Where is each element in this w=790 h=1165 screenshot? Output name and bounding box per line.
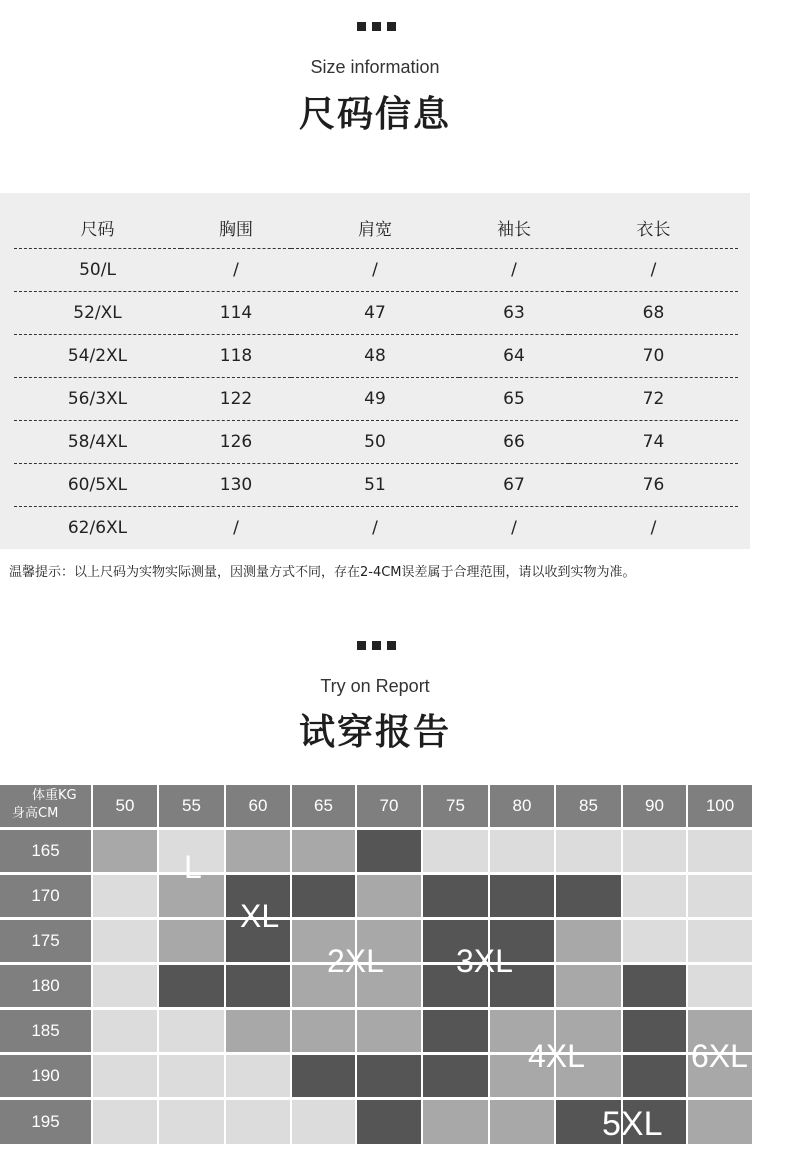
height-header-cell: 180 xyxy=(0,965,91,1007)
size-table-cell: 50 xyxy=(291,421,459,464)
size-table-cell: / xyxy=(291,249,459,292)
fit-cell xyxy=(357,1055,421,1097)
size-table-cell: 68 xyxy=(569,292,738,335)
height-header-cell: 165 xyxy=(0,830,91,872)
fit-cell xyxy=(93,1010,157,1052)
height-header-cell: 185 xyxy=(0,1010,91,1052)
fit-cell xyxy=(226,1100,290,1144)
size-table-cell: / xyxy=(233,518,239,538)
try-section-subtitle: Try on Report xyxy=(320,676,430,696)
size-label: 3XL xyxy=(456,943,513,979)
height-header-cell: 190 xyxy=(0,1055,91,1097)
size-table-header-row xyxy=(14,207,738,249)
size-table-cell: 56/3XL xyxy=(14,378,181,421)
fit-cell xyxy=(226,1010,290,1052)
fit-cell xyxy=(556,875,621,917)
grid-corner-header xyxy=(0,785,91,827)
fit-cell xyxy=(490,1100,554,1144)
fit-cell xyxy=(93,830,157,872)
weight-header-cell: 100 xyxy=(688,785,752,827)
size-table-cell: 130 xyxy=(181,464,291,507)
size-table-cell: 76 xyxy=(569,464,738,507)
size-table-cell: 126 xyxy=(181,421,291,464)
fit-cell xyxy=(423,1055,488,1097)
fit-cell xyxy=(556,830,621,872)
size-table-row xyxy=(14,378,738,421)
size-table-cell: / xyxy=(511,518,517,538)
size-label: 6XL xyxy=(691,1038,748,1074)
header-length: 衣长 xyxy=(569,207,738,249)
size-table-row xyxy=(14,507,738,550)
measurement-note: 温馨提示：以上尺码为实物实际测量，因测量方式不同，存在2-4CM误差属于合理范围，请以收到实物为准。 xyxy=(9,565,636,580)
size-table-cell: 74 xyxy=(569,421,738,464)
fit-cell xyxy=(623,1055,686,1097)
fit-cell xyxy=(292,1055,355,1097)
fit-cell xyxy=(423,830,488,872)
fit-cell xyxy=(93,875,157,917)
fit-cell xyxy=(226,965,290,1007)
fit-cell xyxy=(688,965,752,1007)
fit-cell xyxy=(93,965,157,1007)
fit-cell xyxy=(423,1010,488,1052)
size-table-cell: 64 xyxy=(459,335,569,378)
fit-cell xyxy=(159,965,224,1007)
size-label: XL xyxy=(240,898,280,934)
fit-cell xyxy=(159,1100,224,1144)
height-header-cell: 195 xyxy=(0,1100,91,1144)
size-table-row xyxy=(14,292,738,335)
size-table-cell: / xyxy=(181,249,291,292)
fit-cell xyxy=(688,1100,752,1144)
header-shoulder: 肩宽 xyxy=(291,207,459,249)
weight-header-cell: 75 xyxy=(423,785,488,827)
size-table-cell: / xyxy=(569,249,738,292)
fit-cell xyxy=(357,1100,421,1144)
size-table-cell: 50/L xyxy=(14,249,181,292)
fit-cell xyxy=(292,1100,355,1144)
size-table-cell: / xyxy=(372,518,378,538)
fit-cell xyxy=(357,1010,421,1052)
fit-cell xyxy=(423,875,488,917)
size-table-cell: / xyxy=(650,518,657,538)
header-size: 尺码 xyxy=(14,207,181,249)
fit-cell xyxy=(159,920,224,962)
fit-cell xyxy=(688,875,752,917)
size-table-cell: 48 xyxy=(291,335,459,378)
size-label: 5XL xyxy=(602,1105,663,1143)
size-table-cell: 62/6XL xyxy=(67,518,128,538)
fit-cell xyxy=(623,830,686,872)
size-section-title: 尺码信息 xyxy=(298,94,451,135)
size-table-cell: 118 xyxy=(181,335,291,378)
fit-cell xyxy=(623,875,686,917)
size-table-cell: 60/5XL xyxy=(14,464,181,507)
size-table-cell: 70 xyxy=(569,335,738,378)
weight-header-cell: 55 xyxy=(159,785,224,827)
try-on-grid xyxy=(0,785,752,1147)
size-table-cell: 47 xyxy=(291,292,459,335)
fit-cell xyxy=(490,830,554,872)
fit-cell xyxy=(623,1010,686,1052)
header-chest: 胸围 xyxy=(181,207,291,249)
corner-height-label: 身高CM xyxy=(12,806,59,821)
fit-cell xyxy=(93,1055,157,1097)
size-table-cell: 58/4XL xyxy=(14,421,181,464)
fit-cell xyxy=(357,875,421,917)
weight-header-cell: 85 xyxy=(556,785,621,827)
fit-cell xyxy=(226,1055,290,1097)
fit-cell xyxy=(93,920,157,962)
fit-cell xyxy=(357,830,421,872)
size-table-cell: 65 xyxy=(459,378,569,421)
fit-cell xyxy=(292,875,355,917)
size-table-row xyxy=(14,335,738,378)
fit-cell xyxy=(292,1010,355,1052)
fit-cell xyxy=(490,875,554,917)
weight-header-cell: 80 xyxy=(490,785,554,827)
size-table-row xyxy=(14,464,738,507)
fit-cell xyxy=(292,830,355,872)
size-table-cell: / xyxy=(459,249,569,292)
size-table-cell: 122 xyxy=(181,378,291,421)
weight-header-cell: 60 xyxy=(226,785,290,827)
fit-cell xyxy=(623,920,686,962)
size-table-cell: 66 xyxy=(459,421,569,464)
size-table-cell: 51 xyxy=(291,464,459,507)
weight-header-cell: 70 xyxy=(357,785,421,827)
fit-cell xyxy=(226,830,290,872)
weight-header-cell: 65 xyxy=(292,785,355,827)
fit-cell xyxy=(688,830,752,872)
size-table-cell: 54/2XL xyxy=(14,335,181,378)
weight-header-cell: 50 xyxy=(93,785,157,827)
fit-cell xyxy=(159,1055,224,1097)
fit-cell xyxy=(159,1010,224,1052)
fit-cell xyxy=(93,1100,157,1144)
size-table-cell: 72 xyxy=(569,378,738,421)
size-table-cell: 67 xyxy=(459,464,569,507)
fit-cell xyxy=(556,965,621,1007)
weight-header-cell: 90 xyxy=(623,785,686,827)
size-table-cell: 114 xyxy=(181,292,291,335)
size-table-cell: 49 xyxy=(291,378,459,421)
size-section-subtitle: Size information xyxy=(310,57,440,77)
height-header-cell: 175 xyxy=(0,920,91,962)
size-table xyxy=(14,207,738,549)
try-section-title: 试穿报告 xyxy=(298,712,451,753)
height-header-cell: 170 xyxy=(0,875,91,917)
fit-cell xyxy=(423,1100,488,1144)
fit-cell xyxy=(623,965,686,1007)
size-label: L xyxy=(184,849,202,885)
size-table-cell: 52/XL xyxy=(14,292,181,335)
size-label: 2XL xyxy=(327,943,384,979)
corner-weight-label: 体重KG xyxy=(32,788,77,803)
header-sleeve: 袖长 xyxy=(459,207,569,249)
size-table-row xyxy=(14,249,738,292)
size-label: 4XL xyxy=(528,1038,585,1074)
size-table-row xyxy=(14,421,738,464)
section-divider-dots xyxy=(357,22,396,31)
size-table-cell: 63 xyxy=(459,292,569,335)
fit-cell xyxy=(556,920,621,962)
fit-cell xyxy=(688,920,752,962)
section-divider-dots xyxy=(357,641,396,650)
